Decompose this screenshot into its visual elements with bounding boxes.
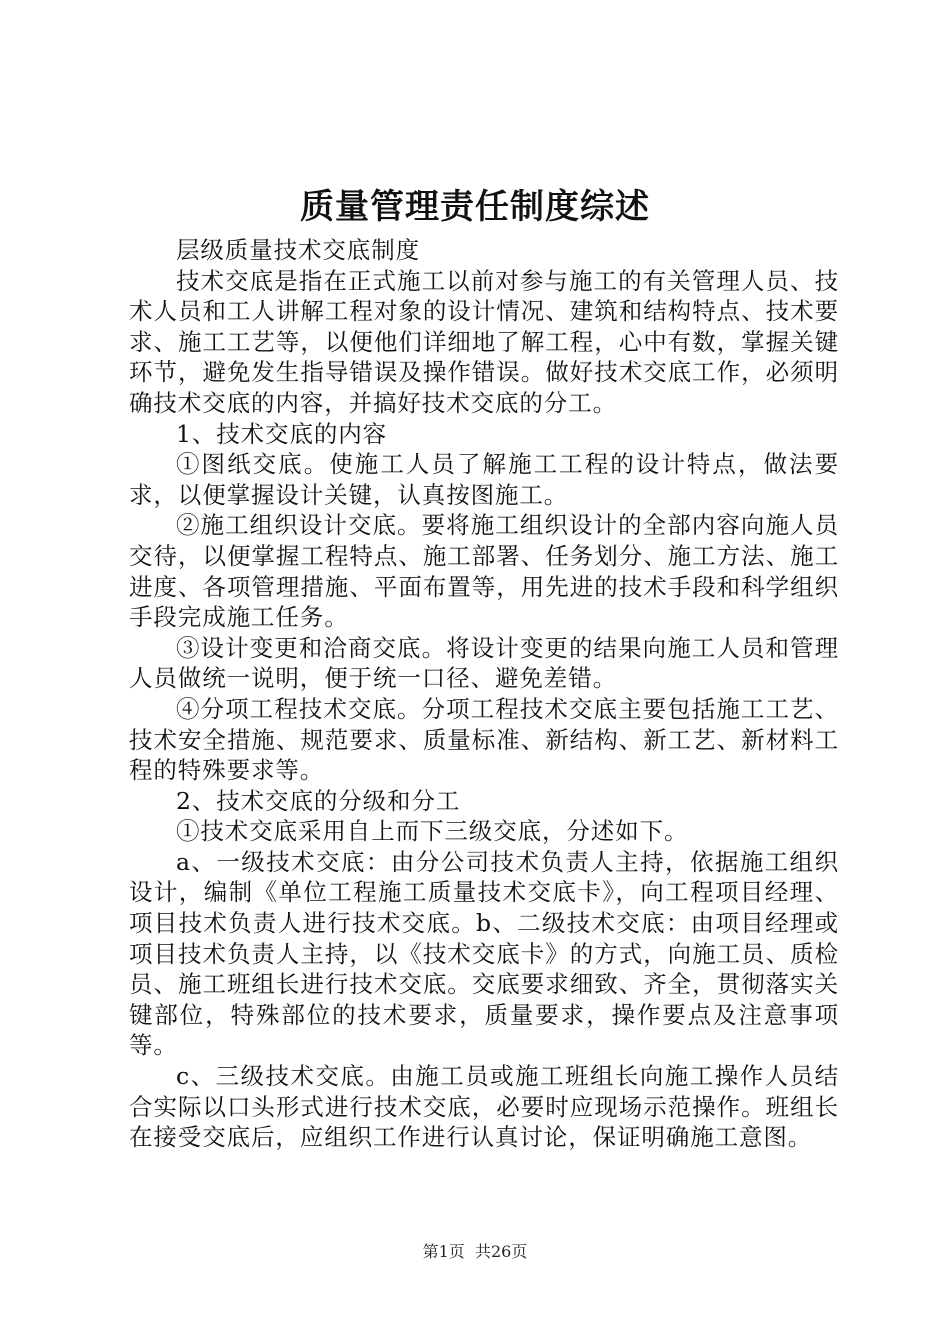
subsection-heading: 2、技术交底的分级和分工 [176, 786, 461, 815]
body-paragraph: 技术交底是指在正式施工以前对参与施工的有关管理人员、技术人员和工人讲解工程对象的设计情况、建筑和结构特点、技术要求、施工工艺等，以便他们详细地了解工程，心中有数，掌握关键环节，避免发生指导错误及操作错误。做好技术交底工作，必须明确技术交底的内容，并搞好技术交底的分工。 [129, 266, 839, 417]
body-paragraph: a、一级技术交底：由分公司技术负责人主持，依据施工组织设计，编制《单位工程施工质量技术交底卡》，向工程项目经理、项目技术负责人进行技术交底。b、二级技术交底：由项目经理或项目技术负责人主持，以《技术交底卡》的方式，向施工员、质检员、施工班组长进行技术交底。交底要求细致、齐全，贯彻落实关键部位，特殊部位的技术要求，质量要求，操作要点及注意事项等。 [129, 847, 839, 1060]
document-body [129, 235, 839, 1153]
body-paragraph: ②施工组织设计交底。要将施工组织设计的全部内容向施人员交待，以便掌握工程特点、施工部署、任务划分、施工方法、施工进度、各项管理措施、平面布置等，用先进的技术手段和科学组织手段完成施工任务。 [129, 511, 839, 632]
document-title: 质量管理责任制度综述 [300, 187, 650, 227]
body-paragraph: ④分项工程技术交底。分项工程技术交底主要包括施工工艺、技术安全措施、规范要求、质量标准、新结构、新工艺、新材料工程的特殊要求等。 [129, 694, 839, 785]
page-number: 第1页 [422, 1242, 465, 1261]
page-footer [0, 1240, 950, 1264]
body-paragraph: c、三级技术交底。由施工员或施工班组长向施工操作人员结合实际以口头形式进行技术交底，必要时应现场示范操作。班组长在接受交底后，应组织工作进行认真讨论，保证明确施工意图。 [129, 1062, 839, 1152]
section-heading: 层级质量技术交底制度 [176, 236, 420, 264]
body-paragraph: ③设计变更和洽商交底。将设计变更的结果向施工人员和管理人员做统一说明，便于统一口径、避免差错。 [129, 633, 839, 693]
body-paragraph: ①图纸交底。使施工人员了解施工工程的设计特点，做法要求，以便掌握设计关键，认真按图施工。 [129, 450, 839, 509]
body-paragraph: ①技术交底采用自上而下三级交底，分述如下。 [176, 817, 689, 846]
subsection-heading: 1、技术交底的内容 [176, 419, 388, 448]
page-total: 共26页 [474, 1242, 528, 1261]
